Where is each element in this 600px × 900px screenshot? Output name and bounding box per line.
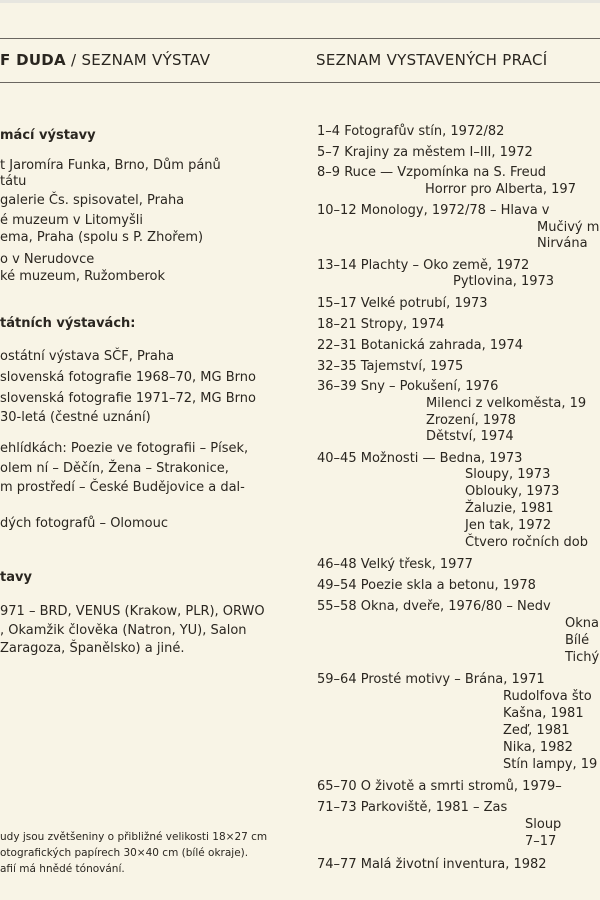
- work-item: [317, 578, 536, 594]
- footnote-line: otografických papírech 30×40 cm (bílé okraje).: [0, 847, 249, 859]
- work-title: Možnosti — Bedna, 1973: [360, 451, 523, 466]
- work-item: [317, 599, 551, 615]
- work-item: [317, 296, 488, 312]
- work-number: 15–17: [317, 296, 357, 311]
- work-subtitle: Nirvána: [537, 236, 588, 251]
- text-line: slovenská fotografie 1971–72, MG Brno: [0, 391, 256, 406]
- work-subtitle: Mučivý m: [537, 220, 600, 235]
- text-line: ostátní výstava SČF, Praha: [0, 349, 175, 364]
- work-title: Monology, 1972/78 – Hlava v: [360, 203, 550, 218]
- work-title: Okna, dveře, 1976/80 – Nedv: [360, 599, 551, 614]
- text-line: 971 – BRD, VENUS (Krakow, PLR), ORWO: [0, 604, 265, 619]
- text-line: galerie Čs. spisovatel, Praha: [0, 193, 185, 208]
- work-item: [317, 145, 533, 161]
- work-subtitle: Stín lampy, 19: [503, 757, 598, 772]
- work-item: [317, 124, 504, 140]
- work-title: Tajemství, 1975: [360, 359, 464, 374]
- text-line: slovenská fotografie 1968–70, MG Brno: [0, 370, 256, 385]
- work-title: Ruce — Vzpomínka na S. Freud: [344, 165, 547, 180]
- work-item: [317, 672, 545, 688]
- work-subtitle: Jen tak, 1972: [465, 518, 552, 533]
- text-line: m prostředí – České Budějovice a dal-: [0, 480, 245, 495]
- work-item: [317, 857, 547, 873]
- work-title: Velký třesk, 1977: [360, 557, 473, 572]
- work-item: [317, 379, 498, 395]
- section-title-international: tavy: [0, 570, 32, 585]
- work-item: [317, 557, 473, 573]
- author-name: F DUDA: [0, 51, 66, 69]
- work-title: Sny – Pokušení, 1976: [360, 379, 499, 394]
- work-subtitle: Dětství, 1974: [426, 429, 514, 444]
- work-subtitle: Oblouky, 1973: [465, 484, 560, 499]
- work-subtitle: Zrození, 1978: [426, 413, 516, 428]
- work-item: [317, 317, 444, 333]
- work-title: Stropy, 1974: [360, 317, 445, 332]
- work-title: Fotografův stín, 1972/82: [344, 124, 505, 139]
- left-header-title: / SEZNAM VÝSTAV: [65, 51, 211, 69]
- text-line: t Jaromíra Funka, Brno, Dům pánů: [0, 158, 221, 173]
- work-number: 18–21: [317, 317, 357, 332]
- work-title: Plachty – Oko země, 1972: [360, 258, 530, 273]
- work-title: Prosté motivy – Brána, 1971: [360, 672, 545, 687]
- header-top-rule: [0, 38, 600, 39]
- work-title: Poezie skla a betonu, 1978: [360, 578, 536, 593]
- work-subtitle: Milenci z velkoměsta, 19: [426, 396, 587, 411]
- text-line: 30-letá (čestné uznání): [0, 410, 151, 425]
- work-item: [317, 203, 549, 219]
- footnote-line: udy jsou zvětšeniny o přibližné velikosti 18×27 cm: [0, 831, 268, 843]
- work-number: 13–14: [317, 258, 357, 273]
- work-number: 65–70: [317, 779, 357, 794]
- work-title: Botanická zahrada, 1974: [360, 338, 523, 353]
- text-line: olem ní – Děčín, Žena – Strakonice,: [0, 461, 229, 476]
- work-item: [317, 451, 522, 467]
- text-line: dých fotografů – Olomouc: [0, 516, 168, 531]
- work-subtitle: Rudolfova što: [503, 689, 592, 704]
- work-subtitle: Žaluzie, 1981: [465, 501, 554, 516]
- work-title: O životě a smrti stromů, 1979–: [360, 779, 562, 794]
- work-number: 22–31: [317, 338, 357, 353]
- work-number: 40–45: [317, 451, 357, 466]
- work-number: 36–39: [317, 379, 357, 394]
- work-subtitle: Čtvero ročních dob: [465, 535, 588, 550]
- work-subtitle: Zeď, 1981: [503, 723, 570, 738]
- work-item: [317, 800, 507, 816]
- section-title-national: tátních výstavách:: [0, 316, 136, 331]
- work-number: 49–54: [317, 578, 357, 593]
- work-number: 71–73: [317, 800, 357, 815]
- work-subtitle: Horror pro Alberta, 197: [425, 182, 576, 197]
- work-title: Velké potrubí, 1973: [360, 296, 488, 311]
- text-line: ké muzeum, Ružomberok: [0, 269, 166, 284]
- section-title-domestic: mácí výstavy: [0, 128, 96, 143]
- work-subtitle: Pytlovina, 1973: [453, 274, 555, 289]
- work-item: [317, 165, 546, 181]
- work-number: 5–7: [317, 145, 341, 160]
- work-title: Parkoviště, 1981 – Zas: [360, 800, 508, 815]
- text-line: o v Nerudovce: [0, 252, 95, 267]
- work-subtitle: Okna: [565, 616, 599, 631]
- page-top-edge: [0, 0, 600, 3]
- left-page-header: [0, 51, 210, 69]
- work-number: 74–77: [317, 857, 357, 872]
- work-number: 8–9: [317, 165, 341, 180]
- work-item: [317, 779, 562, 795]
- work-subtitle: 7–17: [525, 834, 557, 849]
- work-title: Krajiny za městem I–III, 1972: [344, 145, 533, 160]
- work-number: 55–58: [317, 599, 357, 614]
- footnote-line: afií má hnědé tónování.: [0, 863, 125, 875]
- work-number: 32–35: [317, 359, 357, 374]
- work-title: Malá životní inventura, 1982: [360, 857, 547, 872]
- text-line: ema, Praha (spolu s P. Zhořem): [0, 230, 204, 245]
- work-number: 10–12: [317, 203, 357, 218]
- text-line: tátu: [0, 174, 27, 189]
- work-subtitle: Kašna, 1981: [503, 706, 584, 721]
- work-item: [317, 258, 529, 274]
- text-line: é muzeum v Litomyšli: [0, 213, 143, 228]
- work-item: [317, 359, 463, 375]
- work-subtitle: Nika, 1982: [503, 740, 573, 755]
- text-line: Zaragoza, Španělsko) a jiné.: [0, 641, 185, 656]
- work-item: [317, 338, 523, 354]
- work-number: 1–4: [317, 124, 341, 139]
- work-subtitle: Tichý: [565, 650, 600, 665]
- text-line: , Okamžik člověka (Natron, YU), Salon: [0, 623, 247, 638]
- work-number: 59–64: [317, 672, 357, 687]
- right-page-header: SEZNAM VYSTAVENÝCH PRACÍ: [316, 51, 548, 69]
- work-number: 46–48: [317, 557, 357, 572]
- work-subtitle: Bílé: [565, 633, 590, 648]
- work-subtitle: Sloup: [525, 817, 562, 832]
- text-line: ehlídkách: Poezie ve fotografii – Písek,: [0, 441, 249, 456]
- header-bottom-rule: [0, 82, 600, 83]
- work-subtitle: Sloupy, 1973: [465, 467, 551, 482]
